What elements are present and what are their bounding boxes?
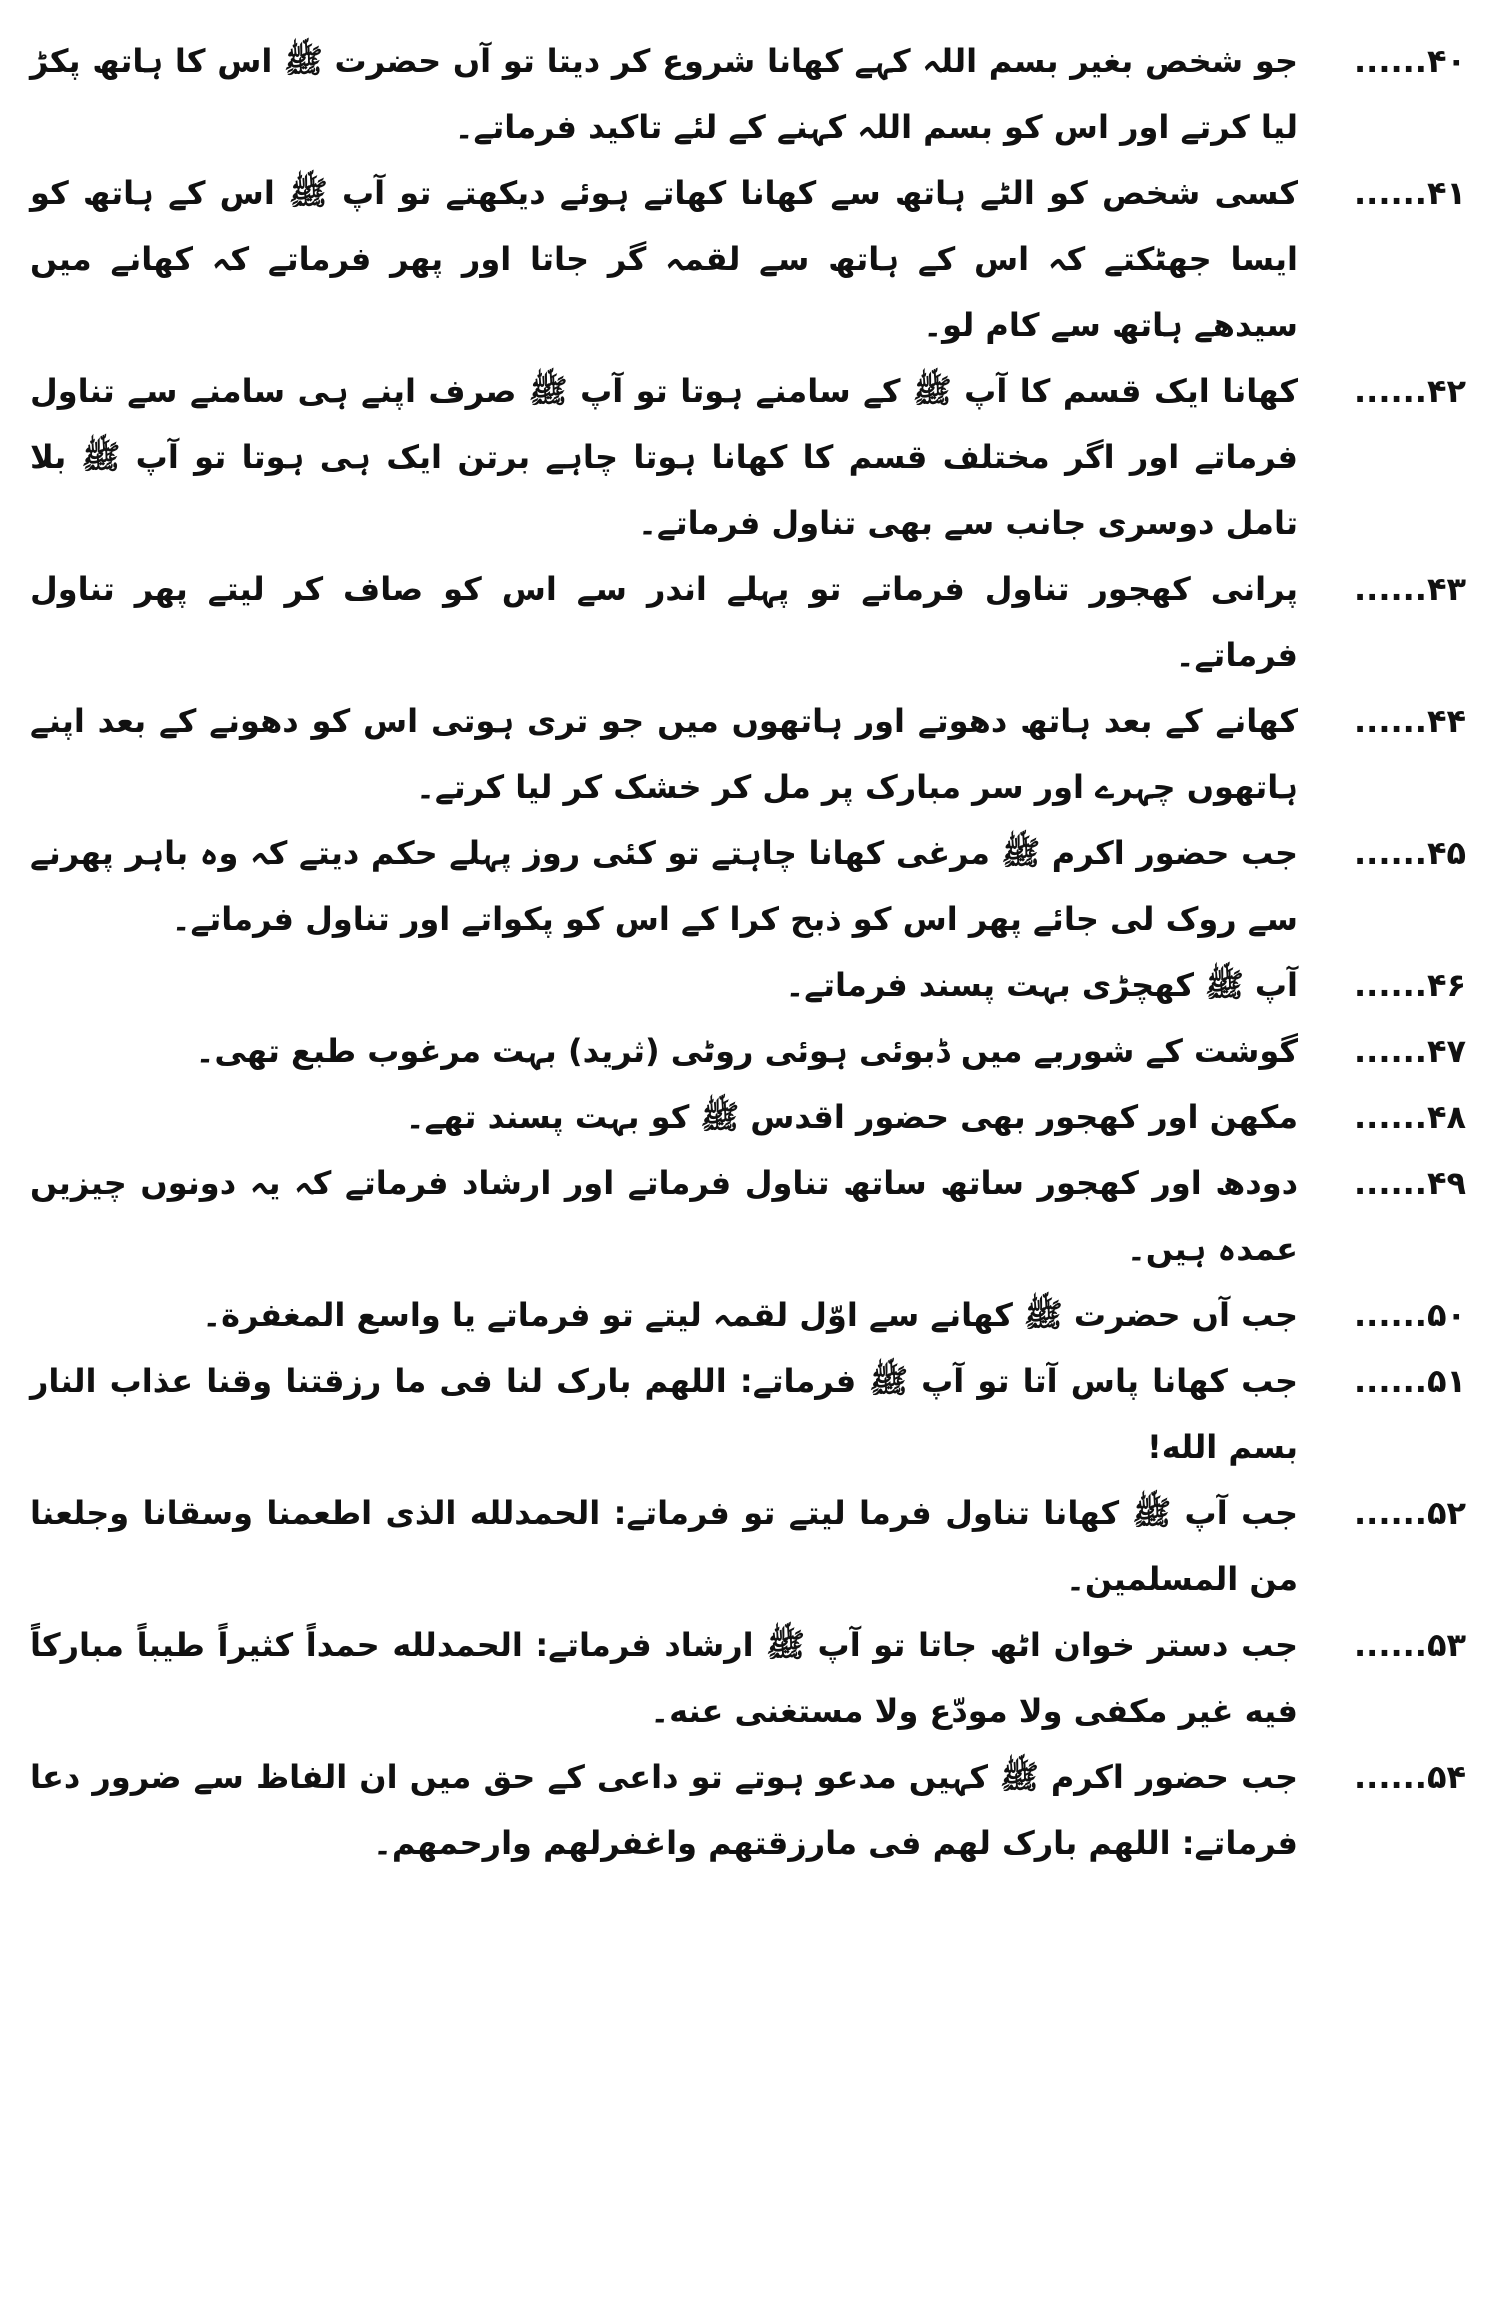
- list-item: [30, 1612, 1466, 1744]
- item-text: جب حضور اکرم ﷺ کہیں مدعو ہوتے تو داعی کے حق میں ان الفاظ سے ضرور دعا فرماتے: اللھم بارک لھم فی مارزقتھم واغفرلھم وارحمھم۔: [30, 1758, 1298, 1862]
- item-text: کسی شخص کو الٹے ہاتھ سے کھانا کھاتے ہوئے دیکھتے تو آپ ﷺ اس کے ہاتھ کو ایسا جھٹکتے کہ اس کے ہاتھ سے لقمہ گر جاتا اور پھر فرماتے کہ کھانے میں سیدھے ہاتھ سے کام لو۔: [30, 174, 1298, 344]
- item-text: کھانے کے بعد ہاتھ دھوتے اور ہاتھوں میں جو تری ہوتی اس کو دھونے کے بعد اپنے ہاتھوں چہرے اور سر مبارک پر مل کر خشک کر لیا کرتے۔: [30, 702, 1298, 806]
- item-number: ۴۰......: [1354, 42, 1466, 80]
- item-number: ۵۳......: [1354, 1626, 1466, 1664]
- list-item: [30, 28, 1466, 160]
- item-number: ۴۱......: [1354, 174, 1466, 212]
- item-text: دودھ اور کھجور ساتھ ساتھ تناول فرماتے اور ارشاد فرماتے کہ یہ دونوں چیزیں عمدہ ہیں۔: [30, 1164, 1298, 1268]
- list-item: [30, 952, 1466, 1018]
- item-number: ۴۸......: [1354, 1098, 1466, 1136]
- item-number: ۵۱......: [1354, 1362, 1466, 1400]
- item-number: ۴۶......: [1354, 966, 1466, 1004]
- item-text: جب آں حضرت ﷺ کھانے سے اوّل لقمہ لیتے تو فرماتے یا واسع المغفرة۔: [202, 1296, 1298, 1334]
- numbered-list: [30, 28, 1466, 1876]
- item-text: مکھن اور کھجور بھی حضور اقدس ﷺ کو بہت پسند تھے۔: [405, 1098, 1298, 1136]
- item-number: ۴۳......: [1354, 570, 1466, 608]
- list-item: [30, 1084, 1466, 1150]
- list-item: [30, 1150, 1466, 1282]
- item-number: ۴۷......: [1354, 1032, 1466, 1070]
- item-text: جب کھانا پاس آتا تو آپ ﷺ فرماتے: اللھم بارک لنا فی ما رزقتنا وقنا عذاب النار بسم الله!: [30, 1362, 1298, 1466]
- item-text: جب دستر خوان اٹھ جاتا تو آپ ﷺ ارشاد فرماتے: الحمدلله حمداً کثیراً طیباً مبارکاً فیه غیر مکفی ولا مودّع ولا مستغنی عنه۔: [30, 1626, 1298, 1730]
- item-text: جب آپ ﷺ کھانا تناول فرما لیتے تو فرماتے: الحمدلله الذی اطعمنا وسقانا وجلعنا من المسلمین۔: [30, 1494, 1298, 1598]
- list-item: [30, 1480, 1466, 1612]
- item-text: جو شخص بغیر بسم اللہ کہے کھانا شروع کر دیتا تو آں حضرت ﷺ اس کا ہاتھ پکڑ لیا کرتے اور اس کو بسم اللہ کہنے کے لئے تاکید فرماتے۔: [30, 42, 1298, 146]
- item-number: ۴۵......: [1354, 834, 1466, 872]
- list-item: [30, 556, 1466, 688]
- list-item: [30, 820, 1466, 952]
- item-text: آپ ﷺ کھچڑی بہت پسند فرماتے۔: [785, 966, 1298, 1004]
- list-item: [30, 160, 1466, 358]
- list-item: [30, 1744, 1466, 1876]
- item-number: ۵۰......: [1354, 1296, 1466, 1334]
- list-item: [30, 1282, 1466, 1348]
- list-item: [30, 688, 1466, 820]
- list-item: [30, 358, 1466, 556]
- item-text: پرانی کھجور تناول فرماتے تو پہلے اندر سے اس کو صاف کر لیتے پھر تناول فرماتے۔: [30, 570, 1298, 674]
- list-item: [30, 1018, 1466, 1084]
- list-item: [30, 1348, 1466, 1480]
- item-text: گوشت کے شوربے میں ڈبوئی ہوئی روٹی (ثرید) بہت مرغوب طبع تھی۔: [195, 1032, 1298, 1070]
- item-number: ۵۴......: [1354, 1758, 1466, 1796]
- item-number: ۴۴......: [1354, 702, 1466, 740]
- item-text: جب حضور اکرم ﷺ مرغی کھانا چاہتے تو کئی روز پہلے حکم دیتے کہ وہ باہر پھرنے سے روک لی جائے پھر اس کو ذبح کرا کے اس کو پکواتے اور تناول فرماتے۔: [30, 834, 1298, 938]
- item-number: ۴۲......: [1354, 372, 1466, 410]
- item-number: ۵۲......: [1354, 1494, 1466, 1532]
- item-number: ۴۹......: [1354, 1164, 1466, 1202]
- item-text: کھانا ایک قسم کا آپ ﷺ کے سامنے ہوتا تو آپ ﷺ صرف اپنے ہی سامنے سے تناول فرماتے اور اگر مختلف قسم کا کھانا ہوتا چاہے برتن ایک ہی ہوتا تو آپ ﷺ بلا تامل دوسری جانب سے بھی تناول فرماتے۔: [30, 372, 1298, 542]
